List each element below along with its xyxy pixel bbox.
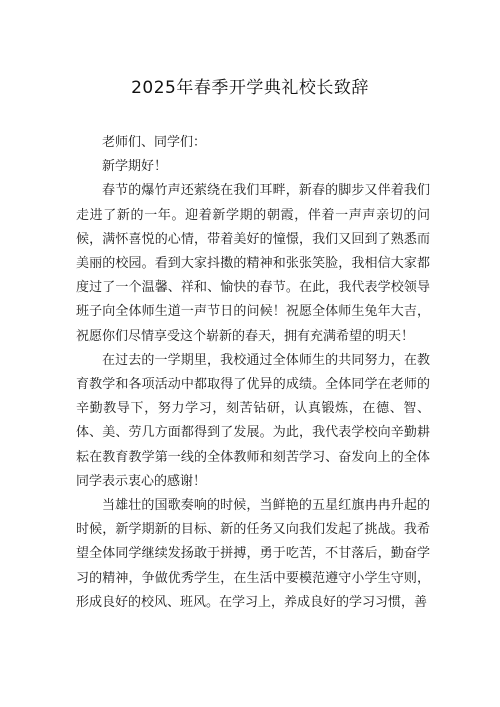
page-title: 2025年春季开学典礼校长致辞 (131, 78, 369, 98)
greeting: 新学期好！ (102, 159, 168, 175)
paragraph-3: 当雄壮的国歌奏响的时候，当鲜艳的五星红旗冉冉升起的时候，新学期新的目标、新的任务又向我们发起了挑战。我希望全体同学继续发扬敢于拼搏，勇于吃苦，不甘落后，勤奋学习的精神，争做优秀学生，在生活中要模范遵守小学生守则，形成良好的校风、班风。在学习上，养成良好的学习习惯，善 (76, 498, 430, 610)
salutation: 老师们、同学们： (102, 135, 207, 150)
speech-body (76, 131, 430, 615)
paragraph-2: 在过去的一学期里，我校通过全体师生的共同努力，在教育教学和各项活动中都取得了优异的成绩。全体同学在老师的辛勤教导下，努力学习，刻苦钻研，认真锻炼，在德、智、体、美、劳几方面都得到了发展。为此，我代表学校向辛勤耕耘在教育教学第一线的全体教师和刻苦学习、奋发向上的全体同学表示衷心的感谢！ (76, 352, 430, 489)
paragraph-1: 春节的爆竹声还萦绕在我们耳畔，新春的脚步又伴着我们走进了新的一年。迎着新学期的朝霞，伴着一声声亲切的问候，满怀喜悦的心情，带着美好的憧憬，我们又回到了熟悉而美丽的校园。看到大家抖擞的精神和张张笑脸，我相信大家都度过了一个温馨、祥和、愉快的春节。在此，我代表学校领导班子向全体师生道一声节日的问候！祝愿全体师生兔年大吉，祝愿你们尽情享受这个崭新的春天，拥有充满希望的明天！ (76, 183, 430, 344)
